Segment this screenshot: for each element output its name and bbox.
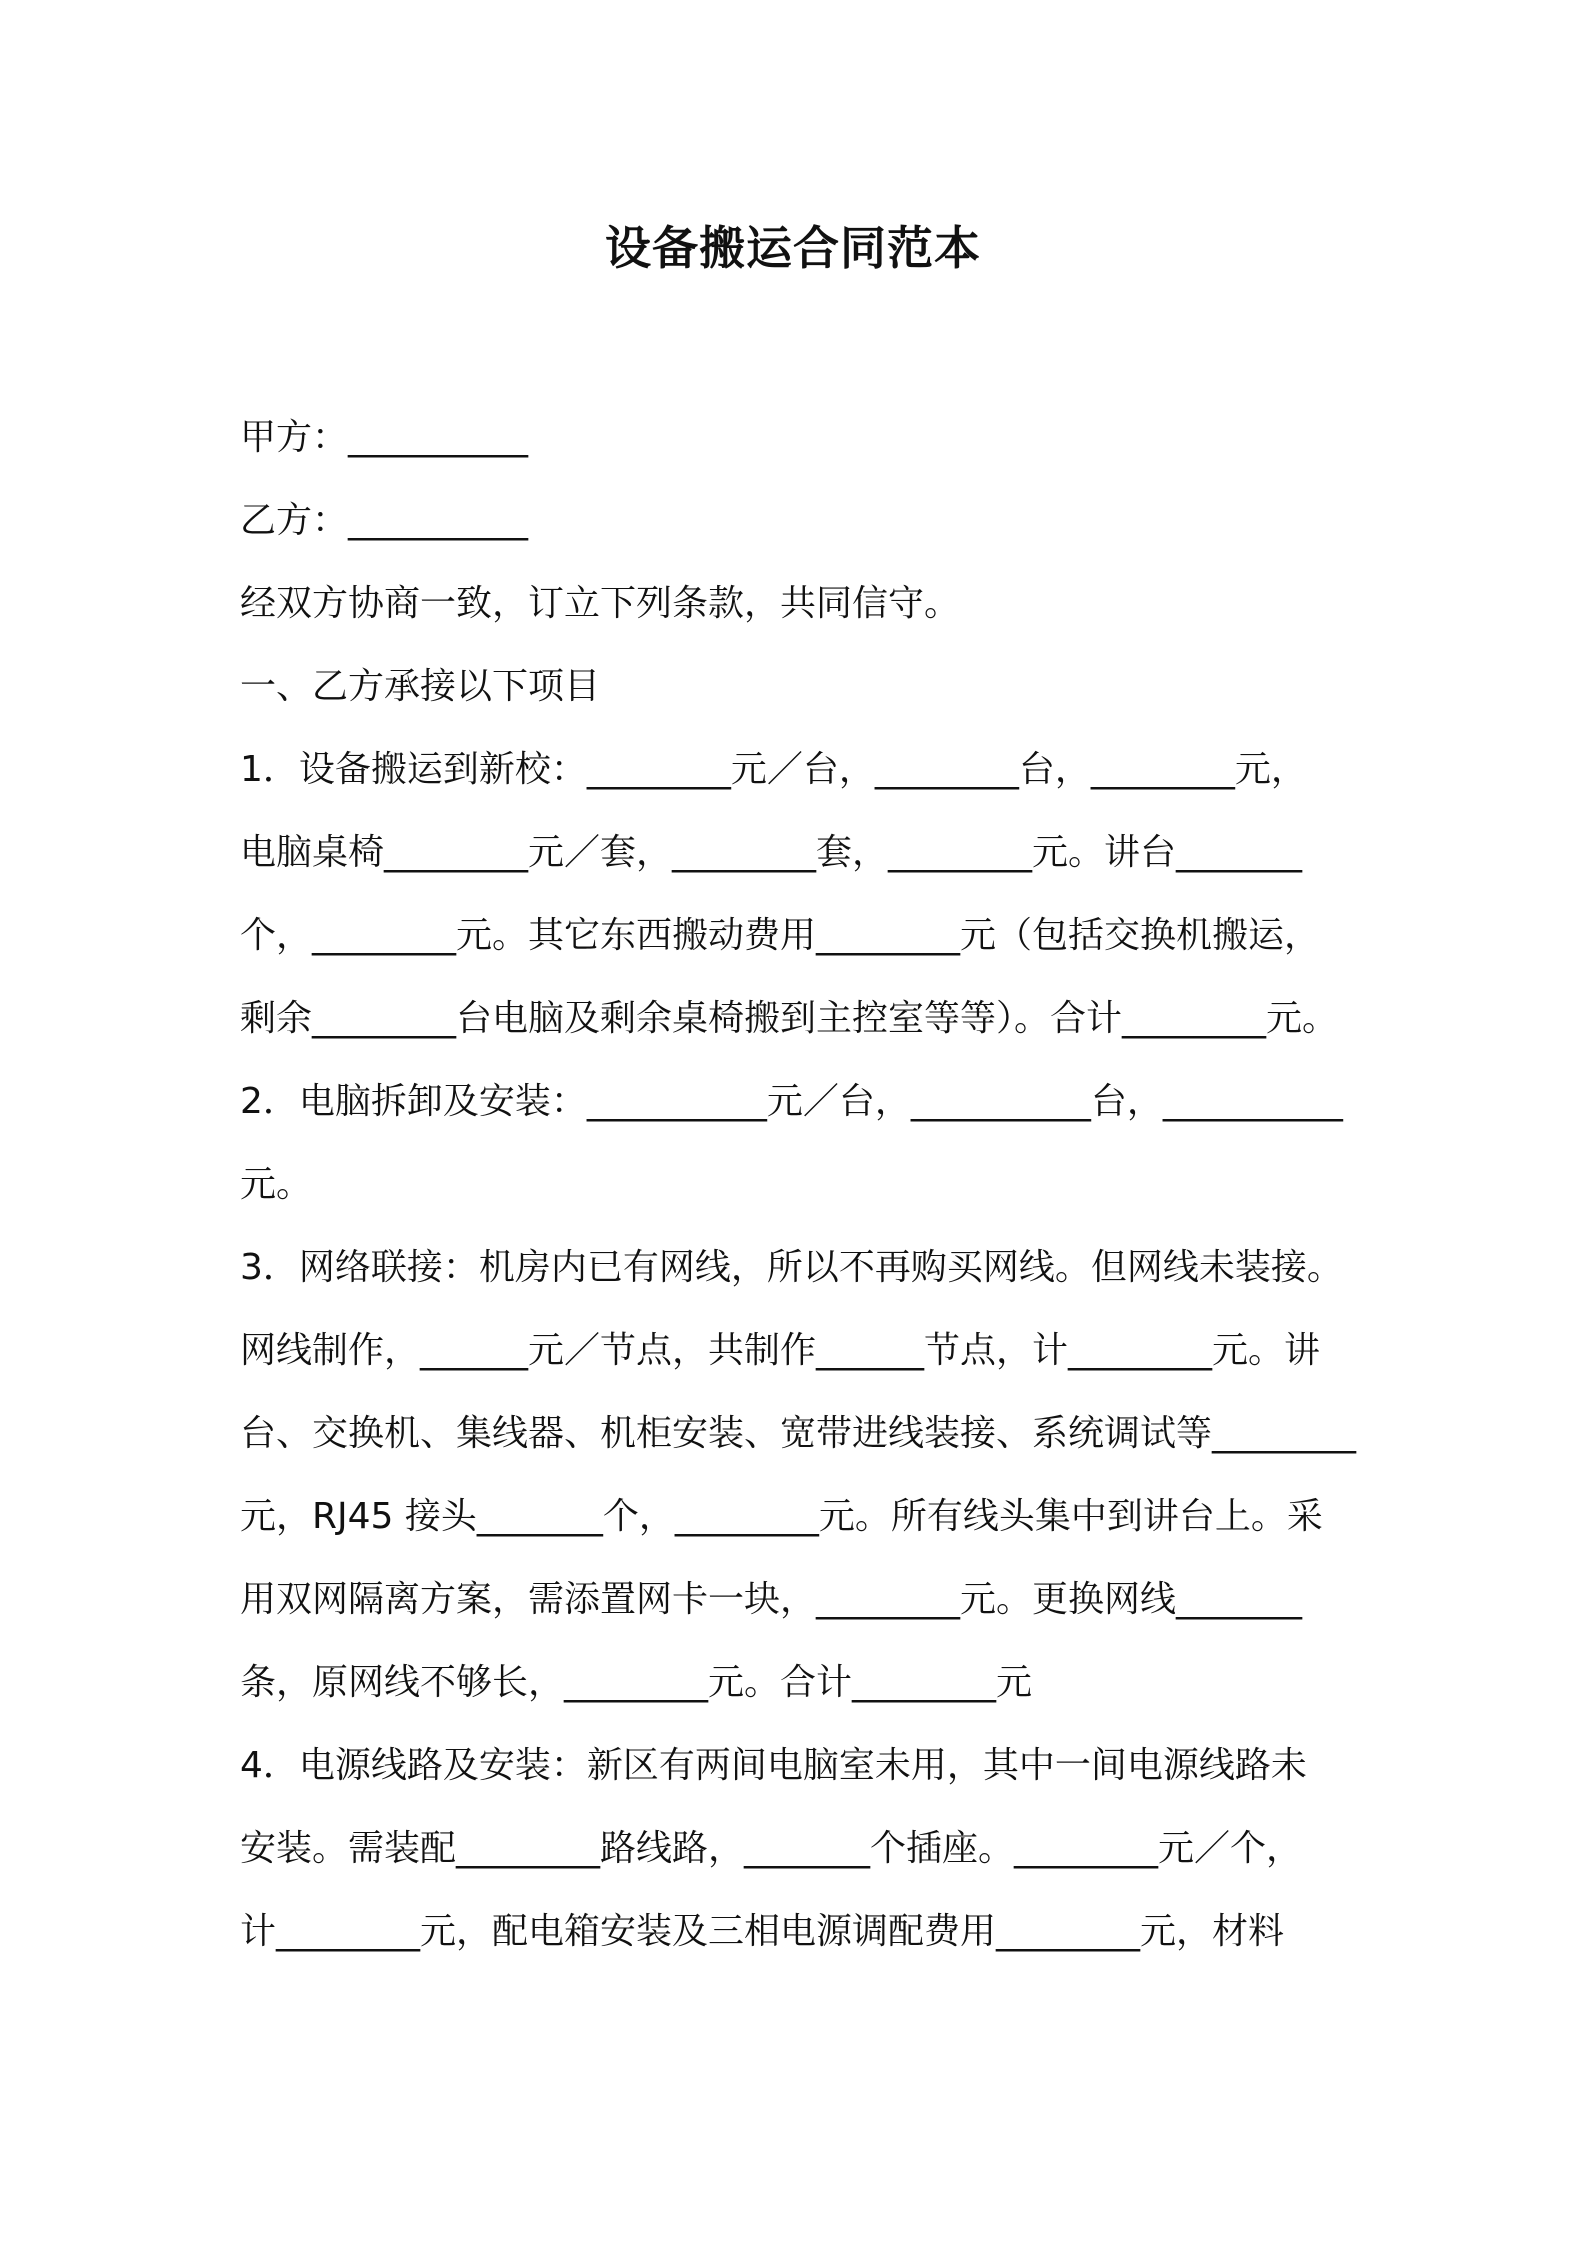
clause-2-line-2: 元。 bbox=[240, 1164, 313, 1205]
clause-3-line-6: 条，原网线不够长，________元。合计________元 bbox=[240, 1662, 1033, 1703]
document-body bbox=[240, 410, 1370, 1987]
clause-4-line-1: 4．电源线路及安装：新区有两间电脑室未用，其中一间电源线路未 bbox=[240, 1745, 1307, 1786]
document-title: 设备搬运合同范本 bbox=[605, 221, 981, 275]
clause-2-line-1: 2．电脑拆卸及安装：__________元／台，__________台，__________ bbox=[240, 1081, 1343, 1122]
clause-3-line-1: 3．网络联接：机房内已有网线，所以不再购买网线。但网线未装接。 bbox=[240, 1247, 1343, 1288]
party-a-line: 甲方：__________ bbox=[240, 417, 529, 458]
section-heading: 一、乙方承接以下项目 bbox=[240, 666, 601, 707]
clause-4-line-2: 安装。需装配________路线路，_______个插座。________元／个， bbox=[240, 1828, 1303, 1869]
clause-4-line-3: 计________元，配电箱安装及三相电源调配费用________元，材料 bbox=[240, 1911, 1285, 1952]
clause-1-line-4: 剩余________台电脑及剩余桌椅搬到主控室等等）。合计________元。 bbox=[240, 998, 1339, 1039]
clause-3-line-2: 网线制作，______元／节点，共制作______节点，计________元。讲 bbox=[240, 1330, 1321, 1371]
clause-3-line-4: 元，RJ45 接头_______个，________元。所有线头集中到讲台上。采 bbox=[240, 1496, 1323, 1537]
clause-3-line-5: 用双网隔离方案，需添置网卡一块，________元。更换网线_______ bbox=[240, 1579, 1303, 1620]
clause-1-line-3: 个，________元。其它东西搬动费用________元（包括交换机搬运， bbox=[240, 915, 1321, 956]
agreement-intro: 经双方协商一致，订立下列条款，共同信守。 bbox=[240, 583, 961, 624]
party-b-line: 乙方：__________ bbox=[240, 500, 529, 541]
clause-1-line-2: 电脑桌椅________元／套，________套，________元。讲台_______ bbox=[240, 832, 1303, 873]
clause-1-line-1: 1．设备搬运到新校：________元／台，________台，________元， bbox=[240, 749, 1307, 790]
clause-3-line-3: 台、交换机、集线器、机柜安装、宽带进线装接、系统调试等________ bbox=[240, 1413, 1357, 1454]
